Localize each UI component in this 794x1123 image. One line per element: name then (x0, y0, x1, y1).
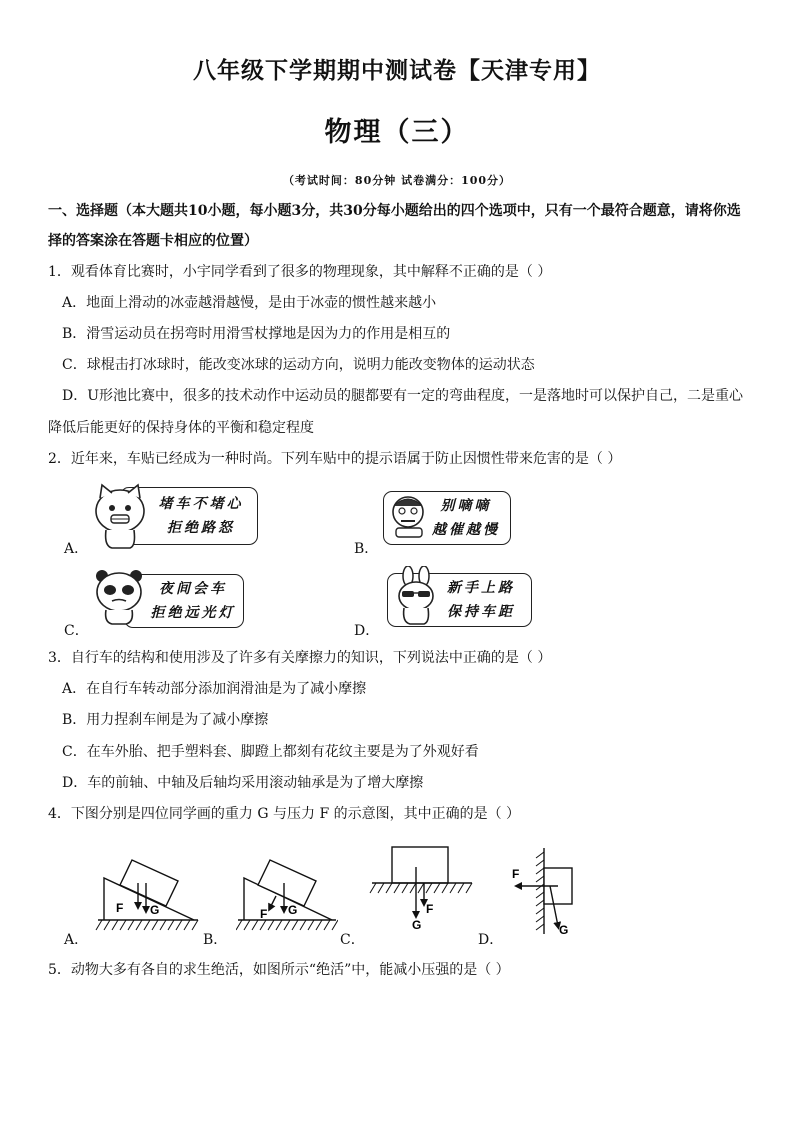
force-diagram-b (236, 858, 338, 932)
section-heading-line2: 择的答案涂在答题卡相应的位置） (48, 233, 258, 249)
question-3-option-d: D．车的前轴、中轴及后轴均采用滚动轴承是为了增大摩擦 (62, 775, 424, 791)
question-5-stem: 5．动物大多有各自的求生绝活，如图所示“绝活”中，能减小压强的是（ ） (48, 962, 510, 978)
question-2-stem: 2．近年来，车贴已经成为一种时尚。下列车贴中的提示语属于防止因惯性带来危害的是（ ） (48, 451, 622, 467)
force-diagram-c (368, 845, 476, 935)
question-1-option-c: C．球棍击打冰球时，能改变冰球的运动方向，说明力能改变物体的运动状态 (62, 357, 535, 373)
question-2-option-a-label: A． (64, 541, 89, 557)
car-sticker-d-line1: 新手上路 (447, 580, 515, 596)
force-label-f: F (260, 907, 268, 921)
question-4-option-b-label: B． (203, 932, 228, 948)
force-diagram-a (94, 858, 200, 932)
force-diagram-d (506, 846, 582, 938)
exam-title: 八年级下学期期中测试卷【天津专用】 (193, 57, 601, 84)
question-2-option-b-label: B． (354, 541, 379, 557)
question-3-option-a: A．在自行车转动部分添加润滑油是为了减小摩擦 (62, 681, 367, 697)
force-label-g: G (559, 923, 569, 937)
panda-cartoon-icon (92, 568, 146, 626)
question-3-option-c: C．在车外胎、把手塑料套、脚蹬上都刻有花纹主要是为了外观好看 (62, 744, 479, 760)
car-sticker-b-line1: 别嘀嘀 (440, 498, 492, 514)
car-sticker-c-line1: 夜间会车 (159, 581, 227, 597)
car-sticker-b-line2: 越催越慢 (432, 522, 500, 538)
car-sticker-a-line2: 拒绝路怒 (167, 520, 235, 536)
question-1-option-b: B．滑雪运动员在拐弯时用滑雪杖撑地是因为力的作用是相互的 (62, 326, 451, 342)
exam-subtitle: 物理（三） (324, 117, 470, 148)
force-label-g: G (288, 903, 298, 917)
force-label-g: G (412, 918, 422, 932)
question-1-stem: 1．观看体育比赛时，小宇同学看到了很多的物理现象，其中解释不正确的是（ ） (48, 264, 552, 280)
question-2-option-d-label: D． (354, 623, 380, 639)
question-4-option-a-label: A． (64, 932, 89, 948)
force-label-f: F (116, 901, 124, 915)
question-1-option-d-line1: D．U形池比赛中，很多的技术动作中运动员的腿都要有一定的弯曲程度，一是落地时可以保护自己，二是重心 (62, 388, 744, 404)
car-sticker-c-line2: 拒绝远光灯 (150, 605, 236, 621)
cat-cartoon-icon (90, 482, 152, 554)
angry-cartoon-icon (388, 494, 432, 540)
rabbit-cartoon-icon (392, 566, 442, 626)
question-3-stem: 3．自行车的结构和使用涉及了许多有关摩擦力的知识，下列说法中正确的是（ ） (48, 650, 552, 666)
section-heading-line1: 一、选择题（本大题共10小题，每小题3分，共30分每小题给出的四个选项中，只有一个最符合题意，请将你选 (48, 203, 741, 219)
question-4-option-c-label: C． (340, 932, 365, 948)
force-label-g: G (150, 903, 160, 917)
car-sticker-a-line1: 堵车不堵心 (158, 496, 244, 512)
car-sticker-d-line2: 保持车距 (447, 604, 515, 620)
question-1-option-a: A．地面上滑动的冰壶越滑越慢，是由于冰壶的惯性越来越小 (62, 295, 437, 311)
force-label-f: F (512, 867, 520, 881)
force-label-f: F (426, 902, 434, 916)
question-3-option-b: B．用力捏刹车闸是为了减小摩擦 (62, 712, 269, 728)
question-4-stem: 4．下图分别是四位同学画的重力 G 与压力 F 的示意图，其中正确的是（ ） (48, 806, 521, 822)
question-2-option-c-label: C． (64, 623, 89, 639)
question-1-option-d-line2: 降低后能更好的保持身体的平衡和稳定程度 (48, 420, 314, 436)
question-4-option-d-label: D． (478, 932, 504, 948)
exam-info: （考试时间：80分钟 试卷满分：100分） (282, 174, 512, 187)
